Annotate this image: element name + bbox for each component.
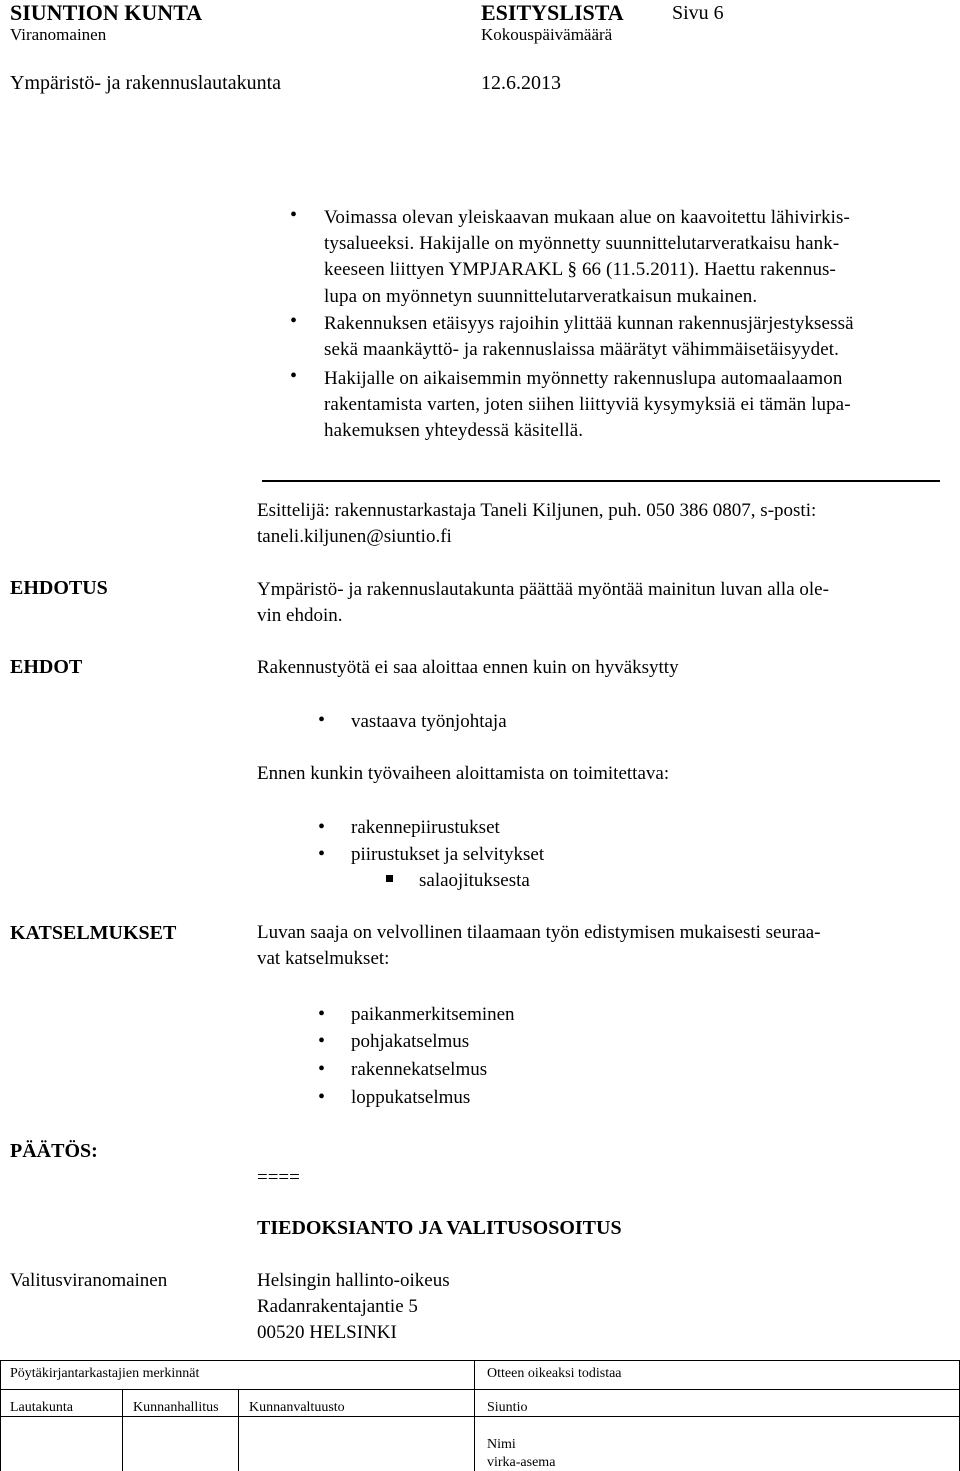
bullet-text: lupa on myönnetyn suunnittelutarveratkaisun mukainen. bbox=[324, 286, 758, 307]
footer-col-divider bbox=[238, 1389, 239, 1471]
appeal-heading: TIEDOKSIANTO JA VALITUSOSOITUS bbox=[257, 1217, 622, 1239]
proposal-label: EHDOTUS bbox=[10, 577, 108, 599]
authority-label: Viranomainen bbox=[10, 25, 107, 44]
bullet-text: sekä maankäyttö- ja rakennuslaissa määrätyt vähimmäisetäisyydet. bbox=[324, 339, 840, 360]
list-item: rakennepiirustukset bbox=[351, 817, 500, 838]
list-item: vastaava työnjohtaja bbox=[351, 711, 507, 732]
court-street: Radanrakentajantie 5 bbox=[257, 1296, 418, 1317]
square-bullet-icon bbox=[386, 875, 393, 882]
org-name: SIUNTION KUNTA bbox=[10, 0, 203, 25]
footer-top-border bbox=[0, 1360, 960, 1361]
court-city: 00520 HELSINKI bbox=[257, 1322, 397, 1343]
bullet-icon: • bbox=[318, 1058, 326, 1080]
bullet-text: rakentamista varten, joten siihen liittyviä kysymyksiä ei tämän lupa- bbox=[324, 394, 851, 415]
footer-col-board: Lautakunta bbox=[10, 1400, 73, 1415]
footer-right-title: Otteen oikeaksi todistaa bbox=[487, 1366, 622, 1381]
footer-col-divider bbox=[122, 1389, 123, 1471]
footer-row-divider bbox=[0, 1389, 960, 1390]
bullet-icon: • bbox=[318, 709, 326, 731]
list-item: piirustukset ja selvitykset bbox=[351, 844, 545, 865]
meeting-date: 12.6.2013 bbox=[481, 72, 561, 94]
committee-name: Ympäristö- ja rakennuslautakunta bbox=[10, 72, 282, 94]
conditions-text-2: Ennen kunkin työvaiheen aloittamista on toimitettava: bbox=[257, 763, 670, 784]
bullet-icon: • bbox=[290, 365, 298, 387]
footer-name-label: Nimi bbox=[487, 1437, 516, 1452]
footer-col-divider bbox=[474, 1360, 475, 1471]
bullet-icon: • bbox=[318, 816, 326, 838]
bullet-icon: • bbox=[318, 843, 326, 865]
bullet-text: tysalueeksi. Hakijalle on myönnetty suunnittelutarveratkaisu hank- bbox=[324, 233, 840, 254]
list-item: loppukatselmus bbox=[351, 1087, 471, 1108]
bullet-icon: • bbox=[318, 1086, 326, 1108]
bullet-text: Hakijalle on aikaisemmin myönnetty rakennuslupa automaalaamon bbox=[324, 368, 843, 389]
list-item: rakennekatselmus bbox=[351, 1059, 488, 1080]
decision-text: ==== bbox=[257, 1167, 300, 1188]
footer-position-label: virka-asema bbox=[487, 1455, 556, 1470]
proposal-text-2: vin ehdoin. bbox=[257, 605, 343, 626]
inspections-label: KATSELMUKSET bbox=[10, 922, 177, 944]
footer-col-executive: Kunnanhallitus bbox=[133, 1400, 219, 1415]
list-item: pohjakatselmus bbox=[351, 1031, 470, 1052]
footer-row-divider bbox=[0, 1416, 960, 1417]
bullet-text: hakemuksen yhteydessä käsitellä. bbox=[324, 420, 584, 441]
doc-type: ESITYSLISTA bbox=[481, 0, 624, 25]
inspections-text-2: vat katselmukset: bbox=[257, 948, 390, 969]
footer-siuntio: Siuntio bbox=[487, 1400, 528, 1415]
presenter-email: taneli.kiljunen@siuntio.fi bbox=[257, 526, 452, 547]
conditions-text: Rakennustyötä ei saa aloittaa ennen kuin on hyväksytty bbox=[257, 657, 679, 678]
footer-col-divider bbox=[0, 1360, 1, 1471]
bullet-text: keeseen liittyen YMPJARAKL § 66 (11.5.2011). Haettu rakennus- bbox=[324, 259, 836, 280]
bullet-text: Rakennuksen etäisyys rajoihin ylittää kunnan rakennusjärjestyksessä bbox=[324, 313, 854, 334]
bullet-icon: • bbox=[290, 310, 298, 332]
list-item: paikanmerkitseminen bbox=[351, 1004, 515, 1025]
bullet-icon: • bbox=[318, 1030, 326, 1052]
presenter-line-1: Esittelijä: rakennustarkastaja Taneli Kiljunen, puh. 050 386 0807, s-posti: bbox=[257, 500, 817, 521]
proposal-text-1: Ympäristö- ja rakennuslautakunta päättää myöntää mainitun luvan alla ole- bbox=[257, 579, 829, 600]
date-label: Kokouspäivämäärä bbox=[481, 25, 613, 44]
bullet-text: Voimassa olevan yleiskaavan mukaan alue on kaavoitettu lähivirkis- bbox=[324, 207, 850, 228]
footer-col-council: Kunnanvaltuusto bbox=[249, 1400, 345, 1415]
footer-left-title: Pöytäkirjantarkastajien merkinnät bbox=[10, 1366, 200, 1381]
separator-line bbox=[262, 480, 940, 482]
inspections-text-1: Luvan saaja on velvollinen tilaamaan työn edistymisen mukaisesti seuraa- bbox=[257, 922, 821, 943]
page-number: Sivu 6 bbox=[672, 2, 724, 24]
conditions-label: EHDOT bbox=[10, 656, 83, 678]
court-name: Helsingin hallinto-oikeus bbox=[257, 1270, 450, 1291]
bullet-icon: • bbox=[318, 1003, 326, 1025]
list-item: salaojituksesta bbox=[419, 870, 530, 891]
appeal-authority-label: Valitusviranomainen bbox=[10, 1270, 168, 1291]
decision-label: PÄÄTÖS: bbox=[10, 1140, 98, 1162]
bullet-icon: • bbox=[290, 204, 298, 226]
